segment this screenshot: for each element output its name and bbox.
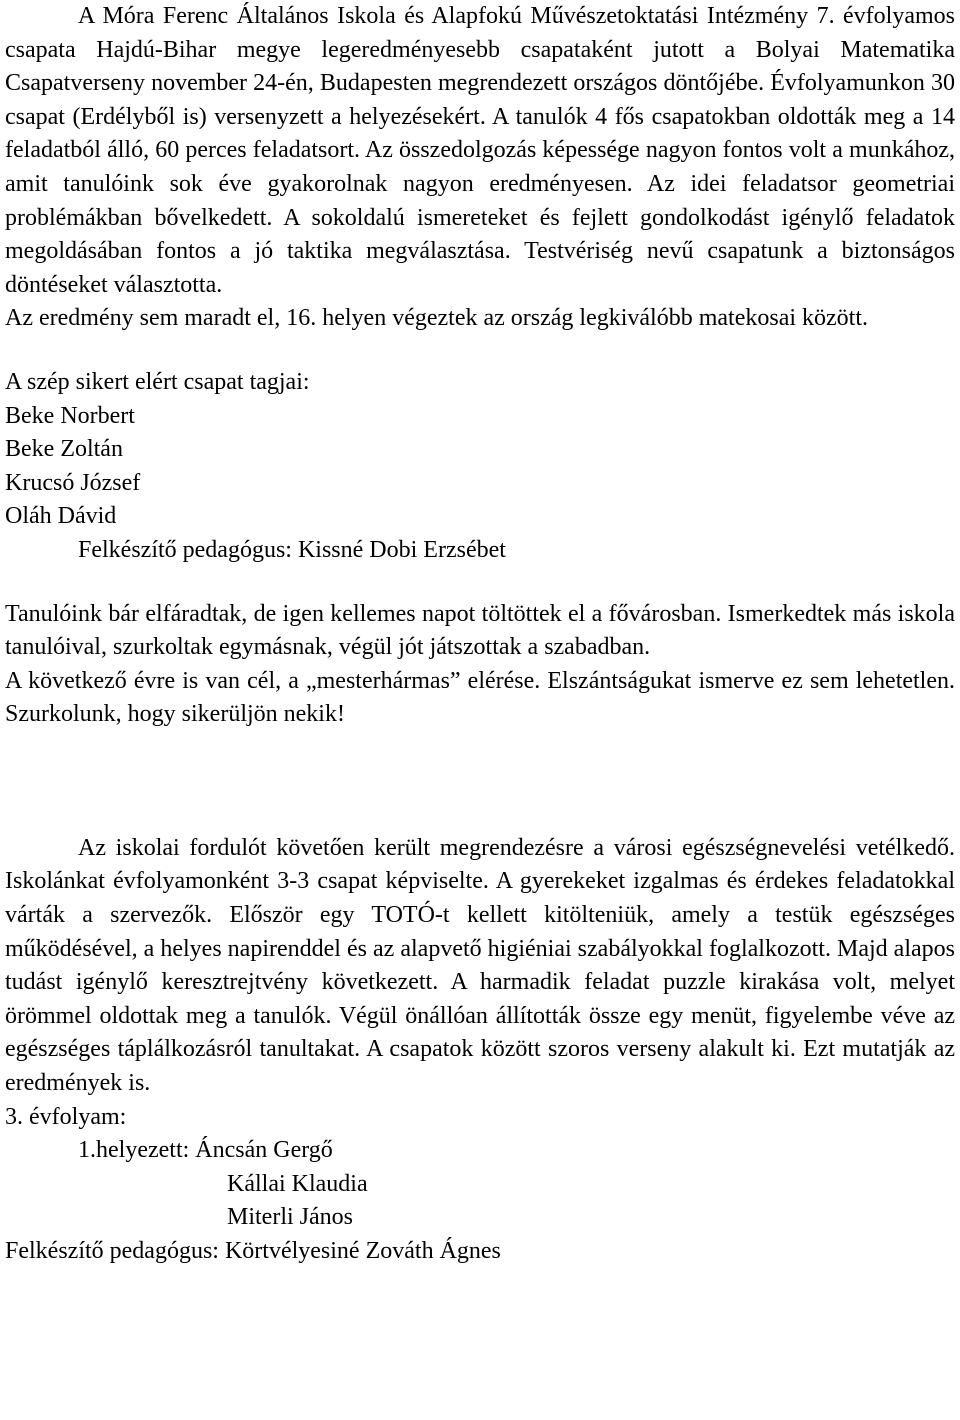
team-member: Beke Norbert — [5, 402, 135, 429]
team-member: Beke Zoltán — [5, 436, 123, 463]
place-member: Kállai Klaudia — [227, 1170, 368, 1197]
article2-teacher: Felkészítő pedagógus: Körtvélyesiné Zováth Ágnes — [5, 1238, 501, 1264]
spacer — [5, 336, 955, 366]
article1-paragraph4: A következő évre is van cél, a „mesterhármas” elérése. Elszántságukat ismerve ez sem lehetetlen. Szurkolunk, hogy sikerüljön nekik! — [5, 667, 955, 728]
article2-paragraph1: Az iskolai fordulót követően került megrendezésre a városi egészségnevelési vetélkedő. Iskolánkat évfolyamonként 3-3 csapat képviselte. A gyerekeket izgalmas és érdekes feladatokkal várták a szervezők. Először egy TOTÓ-t kellett kitölteniük, amely a testük egészséges működésével, a helyes napirenddel és az alapvető higiéniai szabályokkal foglalkozott. Majd alapos tudást igénylő keresztrejtvény következett. A harmadik feladat puzzle kirakása volt, melyet örömmel oldottak meg a tanulók. Végül önállóan állították össze egy menüt, figyelembe véve az egészséges táplálkozásról tanultakat. A csapatok között szoros verseny alakult ki. Ezt mutatják az eredmények is. — [5, 834, 955, 1097]
place-member: Miterli János — [227, 1204, 353, 1231]
article1-paragraph3: Tanulóink bár elfáradtak, de igen kellemes napot töltöttek el a fővárosban. Ismerkedtek más iskola tanulóival, szurkoltak egymásnak, végül jót játszottak a szabadban. — [5, 600, 955, 661]
team-member: Oláh Dávid — [5, 503, 117, 530]
document-page — [5, 0, 955, 1269]
article1-paragraph1: A Móra Ferenc Általános Iskola és Alapfokú Művészetoktatási Intézmény 7. évfolyamos csapata Hajdú-Bihar megye legeredményesebb csapataként jutott a Bolyai Matematika Csapatverseny november 24-én, Budapesten megrendezett országos döntőjébe. Évfolyamunkon 30 csapat (Erdélyből is) versenyzett a helyezésekért. A tanulók 4 fős csapatokban oldották meg a 14 feladatból álló, 60 perces feladatsort. Az összedolgozás képessége nagyon fontos volt a munkához, amit tanulóink sok éve gyakorolnak nagyon eredményesen. Az idei feladatsor geometriai problémákban bővelkedett. A sokoldalú ismereteket és fejlett gondolkodást igénylő feladatok megoldásában fontos a jó taktika megválasztása. Testvériség nevű csapatunk a biztonságos döntéseket választotta. — [5, 3, 955, 298]
team-heading: A szép sikert elért csapat tagjai: — [5, 368, 310, 395]
spacer — [5, 568, 955, 598]
grade-label: 3. évfolyam: — [5, 1103, 127, 1130]
team-teacher: Felkészítő pedagógus: Kissné Dobi Erzsébet — [78, 536, 506, 563]
article1-paragraph2: Az eredmény sem maradt el, 16. helyen végeztek az ország legkiválóbb matekosai között. — [5, 305, 869, 332]
team-member: Krucsó József — [5, 469, 141, 496]
spacer — [5, 732, 955, 832]
place-label: 1.helyezett: Áncsán Gergő — [78, 1137, 333, 1164]
